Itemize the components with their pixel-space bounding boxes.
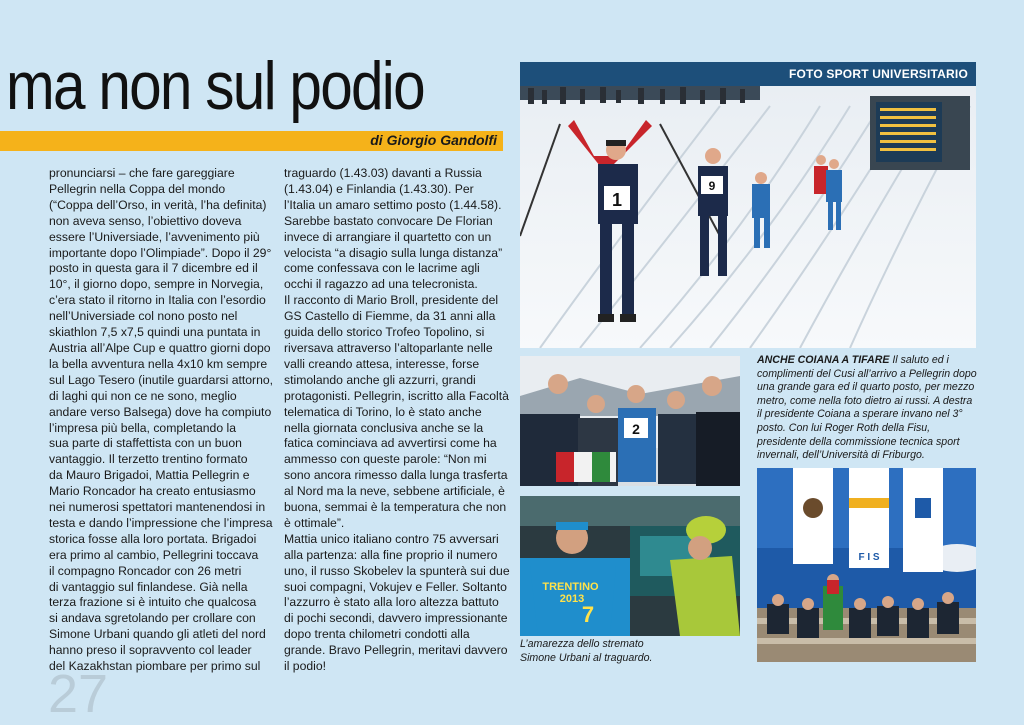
headline: ma non sul podio	[6, 48, 424, 124]
caption-coiana-lead: ANCHE COIANA A TIFARE	[757, 354, 890, 366]
fis-flag-label: F I S	[858, 552, 880, 563]
page-number: 27	[48, 664, 109, 724]
photo-credit: FOTO SPORT UNIVERSITARIO	[788, 67, 968, 81]
bib-7-label: 7	[581, 602, 595, 627]
photo-ski-finish	[520, 86, 976, 348]
jersey-text-year: 2013	[559, 593, 585, 605]
photo-urbani	[520, 496, 740, 636]
article-column-1: pronunciarsi – che fare gareggiare Pellegrin nella Coppa del mondo (“Coppa dell’Orso, in verità, l’ha definita) non aveva senso, l’obiettivo doveva essere l’Universiade, l’avvenimento più importante dopo l’Olimpiade”. Dopo il 29° posto in questa gara il 7 dicembre ed il 10°, il giorno dopo, sempre in Norvegia, c’era stato il ritorno in Italia con l’esordio nell’Universiade col nono posto nel skiathlon 7,5 x7,5 quindi una puntata in Austria all’Alpe Cup e quattro giorni dopo la bella avventura nella 4x10 km sempre sul Lago Tesero (inutile guardarsi attorno, di laghi qui non ce ne sono, meglio andare verso Balsega) dove ha compiuto l’impresa più bella, completando la sua parte di staffettista con un buon vantaggio. Il terzetto trentino formato da Mauro Brigadoi, Mattia Pellegrin e Mario Roncador ha creato entusiasmo nei numerosi spettatori mantenendosi in testa e dando l’impressione che l’impresa storica fosse alla loro portata. Brigadoi era primo al cambio, Pellegrini toccava il compagno Roncador con 26 metri di vantaggio sul finlandese. Già nella terza frazione si è intuito che qualcosa si andava sgretolando per crollare con Simone Urbani quando gli atleti del nord hanno preso il sopravvento col leader del Kazakhstan piombare per primo sul	[49, 166, 274, 674]
photo-fis-flags	[757, 468, 976, 662]
caption-coiana	[757, 354, 977, 463]
bib-2-label: 2	[632, 421, 640, 437]
byline-bar	[0, 131, 503, 151]
article-column-2: traguardo (1.43.03) davanti a Russia (1.43.04) e Finlandia (1.43.30). Per l’Italia un amaro settimo posto (1.44.58). Sarebbe bastato convocare De Florian invece di arrangiare il quartetto con un velocista “a disagio sulla lunga distanza” come confessava con le lacrime agli occhi il ragazzo ad una telecronista. Il racconto di Mario Broll, presidente del GS Castello di Fiemme, da 31 anni alla guida dello storico Trofeo Topolino, si riversava attraverso l’altoparlante nelle valli creando attesa, interesse, forse stimolando anche gli azzurri, grandi protagonisti. Pellegrin, iscritto alla Facoltà telematica di Torino, lo è stato anche nella giornata conclusiva anche se la fatica cominciava ad avvertirsi come ha ammesso con queste parole: “Non mi sono ancora rimesso dalla lunga trasferta al Nord ma la neve, sebbene artificiale, è buona, semmai è la temperatura che non è ottimale”. Mattia unico italiano contro 75 avversari alla partenza: alla fine proprio il numero uno, il russo Skobelev la spunterà sui due suoi compagni, Vokujev e Feller. Soltanto l’azzurro è stato alla loro altezza battuto di pochi secondi, davvero impressionante dopo trenta chilometri condotti alla grande. Bravo Pellegrin, meritavi davvero il podio!	[284, 166, 510, 674]
photo-officials	[520, 356, 740, 486]
jersey-text: TRENTINO	[542, 581, 599, 593]
bib-1-label: 1	[611, 190, 623, 210]
caption-coiana-text: Il saluto ed i complimenti del Cusi all’arrivo a Pellegrin dopo una grande gara ed il quarto posto, per mezzo metro, come nella foto dietro ai russi. A destra il presidente Coiana a sperare invano nel 3° posto. Con lui Roger Roth della Fisu, presidente della commissione tecnica sport invernali, dell’Università di Friburgo.	[757, 354, 977, 462]
caption-urbani: L’amarezza dello stremato Simone Urbani al traguardo.	[520, 638, 653, 664]
byline: di Giorgio Gandolfi	[370, 132, 497, 148]
bib-9-label: 9	[708, 179, 716, 193]
photo-credit-bar	[520, 62, 976, 86]
